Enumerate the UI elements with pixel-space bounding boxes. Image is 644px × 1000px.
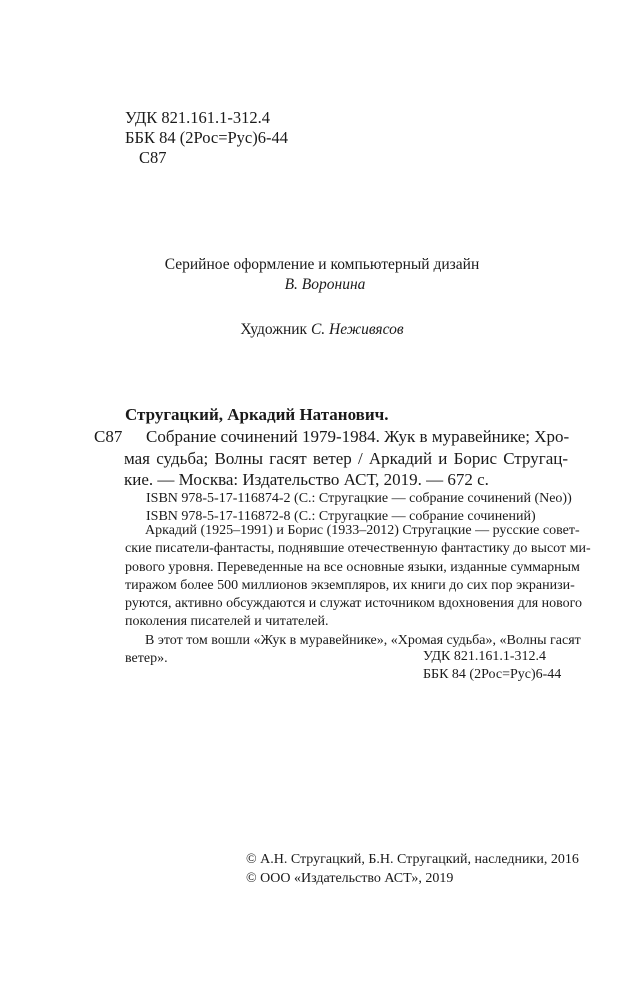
annotation-line: В этот том вошли «Жук в муравейнике», «Хромая судьба», «Волны гасят bbox=[145, 632, 581, 648]
design-credit bbox=[0, 255, 644, 295]
artist-name: С. Неживясов bbox=[310, 321, 404, 338]
annotation-line: поколения писателей и читателей. bbox=[125, 614, 329, 630]
isbn-list bbox=[146, 490, 572, 526]
udk-code-bottom: УДК 821.161.1-312.4 bbox=[423, 649, 547, 664]
copyright-line: © А.Н. Стругацкий, Б.Н. Стругацкий, наследники, 2016 bbox=[246, 852, 579, 867]
bbk-code: ББК 84 (2Рос=Рус)6-44 bbox=[125, 128, 288, 147]
catalog-author: Стругацкий, Аркадий Натанович. bbox=[125, 405, 389, 424]
annotation-line: ветер». bbox=[125, 651, 168, 667]
copyright-block bbox=[246, 851, 579, 888]
udk-block-top bbox=[125, 108, 288, 168]
author-sign: С87 bbox=[139, 148, 167, 167]
artist-label: Художник bbox=[240, 321, 308, 338]
copyright-line: © ООО «Издательство АСТ», 2019 bbox=[246, 870, 454, 886]
catalog-code: С87 bbox=[94, 427, 123, 446]
annotation-line: тиражом более 500 миллионов экземпляров, их книги до сих пор экранизи- bbox=[125, 577, 575, 593]
isbn-item: ISBN 978-5-17-116872-8 (С.: Стругацкие — собрание сочинений) bbox=[146, 509, 536, 524]
design-credit-label: Серийное оформление и компьютерный дизайн bbox=[164, 256, 480, 273]
annotation-line: Аркадий (1925–1991) и Борис (1933–2012) Стругацкие — русские совет- bbox=[145, 523, 580, 538]
udk-code: УДК 821.161.1-312.4 bbox=[125, 108, 271, 127]
artist-credit bbox=[0, 320, 644, 340]
isbn-item: ISBN 978-5-17-116874-2 (С.: Стругацкие — собрание сочинений (Neo)) bbox=[146, 491, 572, 506]
catalog-line: мая судьба; Волны гасят ветер / Аркадий и Борис Стругац- bbox=[124, 448, 568, 468]
catalog-line: кие. — Москва: Издательство АСТ, 2019. — 672 с. bbox=[124, 470, 489, 489]
annotation-line: рового уровня. Переведенные на все основные языки, изданные суммарным bbox=[125, 559, 580, 575]
annotation-line: ские писатели-фантасты, поднявшие отечественную фантастику до высот ми- bbox=[125, 541, 591, 557]
designer-name: В. Воронина bbox=[284, 276, 366, 293]
catalog-description bbox=[94, 426, 568, 491]
annotation-line: руются, активно обсуждаются и служат источником вдохновения для нового bbox=[125, 596, 583, 612]
udk-block-bottom bbox=[423, 648, 561, 684]
catalog-line: С87 Собрание сочинений 1979-1984. Жук в муравейнике; Хро- bbox=[94, 427, 570, 446]
annotation bbox=[125, 522, 591, 668]
bbk-code-bottom: ББК 84 (2Рос=Рус)6-44 bbox=[423, 667, 562, 682]
